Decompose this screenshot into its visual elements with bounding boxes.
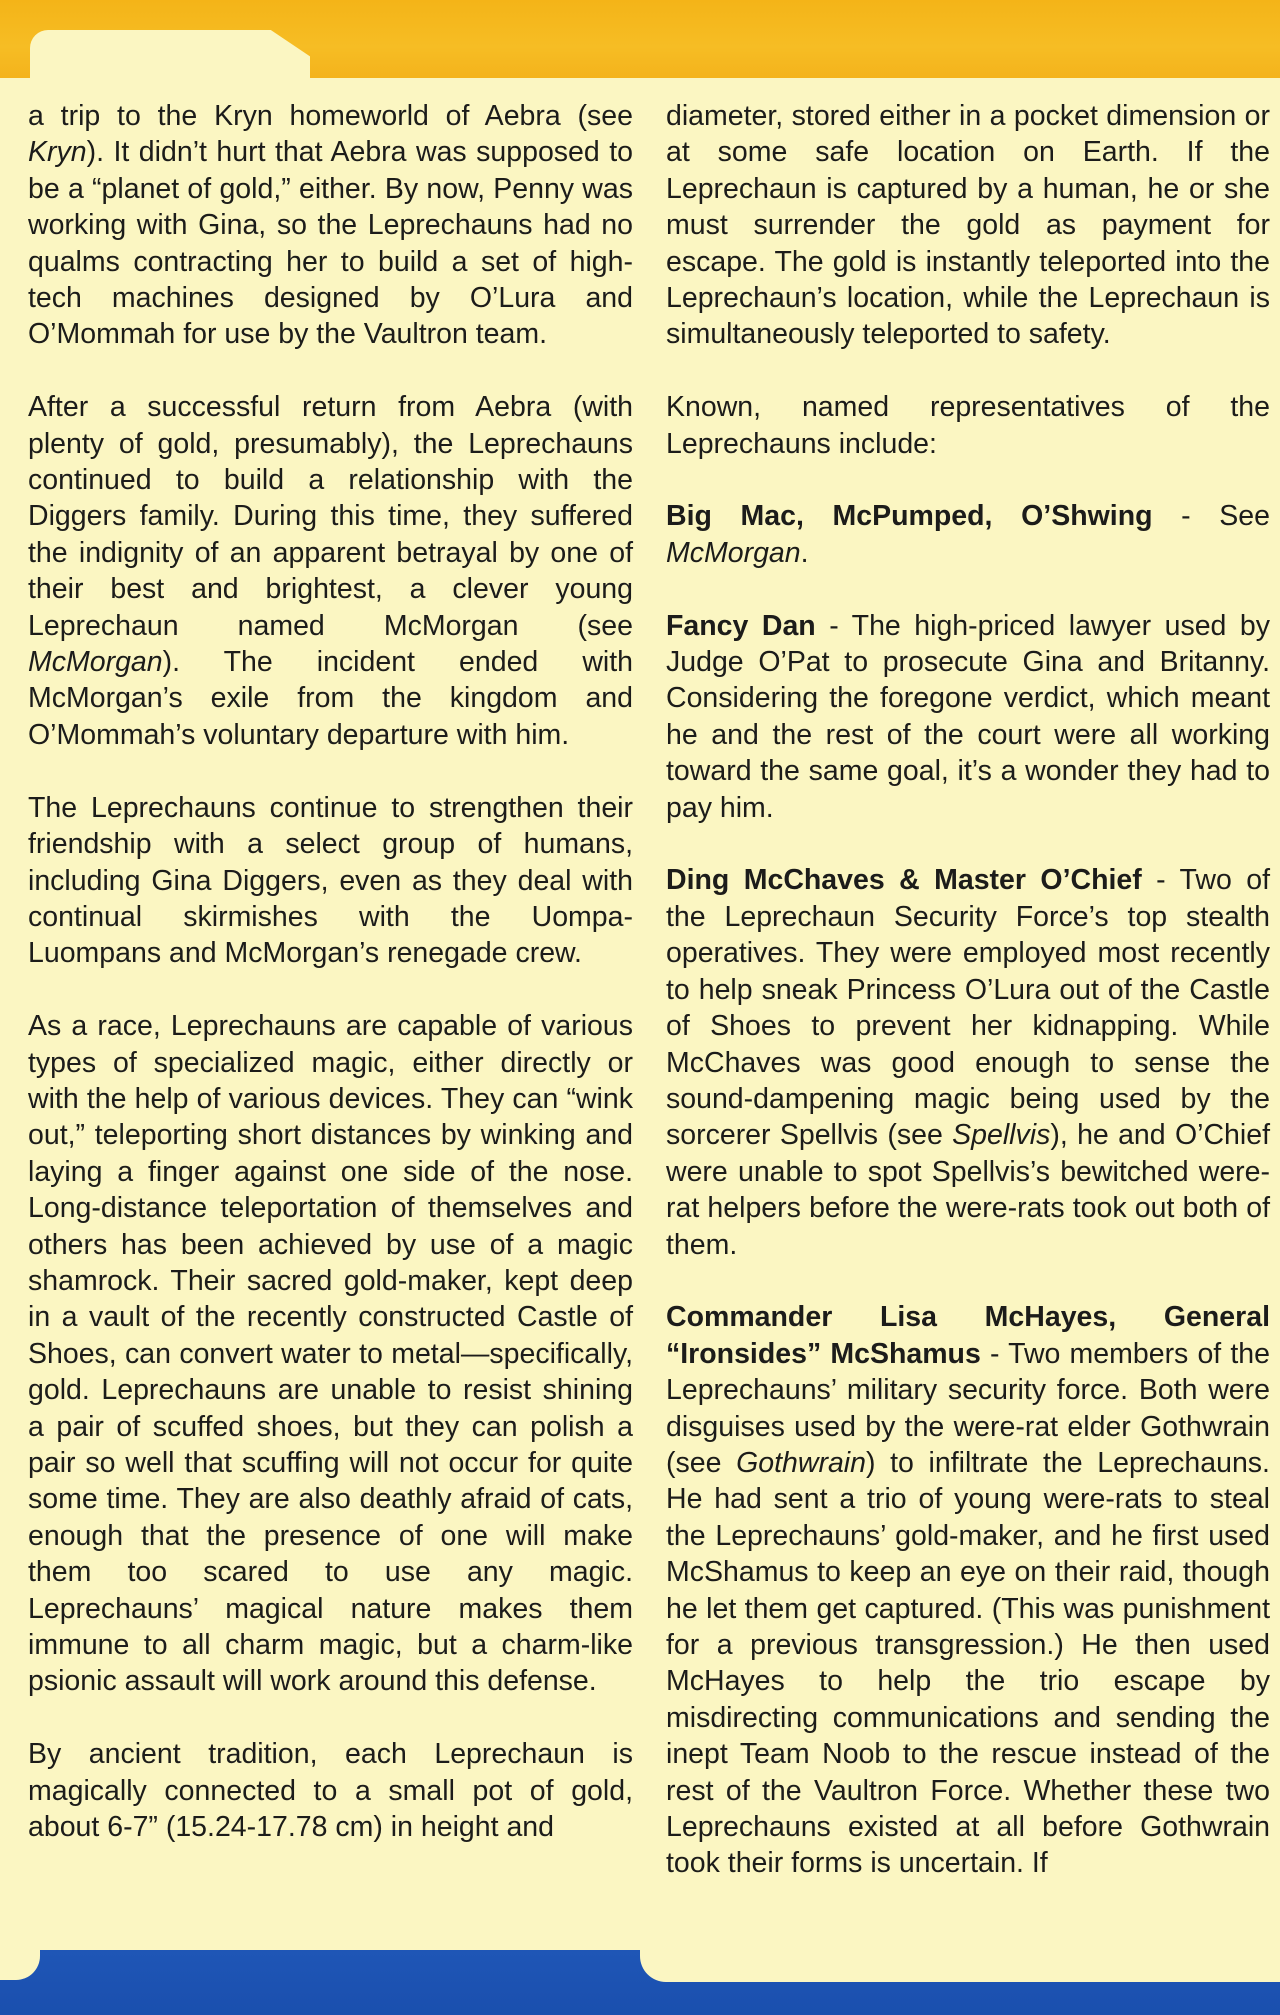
entry: Fancy Dan - The high-priced lawyer used by Judge O’Pat to prosecute Gina and Britanny. Considering the foregone verdict, which meant he and the rest of the court were all working toward the same goal, it’s a wonder they had to pay him. [666, 609, 1270, 824]
entry-name: Fancy Dan [666, 609, 816, 642]
cross-reference: McMorgan [28, 646, 163, 679]
paragraph: After a successful return from Aebra (with plenty of gold, presumably), the Leprechauns continued to build a relationship with the Diggers family. During this time, they suffered the indignity of an apparent betrayal by one of their best and brightest, a clever young Leprechaun named McMorgan (see McMorgan). The incident ended with McMorgan’s exile from the kingdom and O’Mommah’s voluntary departure with him. [28, 391, 633, 751]
paragraph: As a race, Leprechauns are capable of various types of specialized magic, either directly or with the help of various devices. They can “wink out,” teleporting short distances by winking and laying a finger against one side of the nose. Long-distance teleportation of themselves and others has been achieved by use of a magic shamrock. Their sacred gold-maker, kept deep in a vault of the recently constructed Castle of Shoes, can convert water to metal—specifically, gold. Leprechauns are unable to resist shining a pair of scuffed shoes, but they can polish a pair so well that scuffing will not occur for quite some time. They are also deathly afraid of cats, enough that the presence of one will make them too scared to use any magic. Leprechauns’ magical nature makes them immune to all charm magic, but a charm-like psionic assault will work around this defense. [28, 1010, 633, 1698]
entry: Ding McChaves & Master O’Chief - Two of the Leprechaun Security Force’s top stealth operatives. They were employed most recently to help sneak Princess O’Lura out of the Castle of Shoes to prevent her kidnapping. While McChaves was good enough to sense the sound-dampening magic being used by the sorcerer Spellvis (see Spellvis), he and O’Chief were unable to spot Spellvis’s bewitched were-rat helpers before the were-rats took out both of them. [666, 864, 1270, 1261]
entry-name: Commander Lisa McHayes, General “Ironsides” McShamus [666, 1301, 1270, 1370]
bottom-right-panel-edge [640, 1950, 1280, 1982]
paragraph: a trip to the Kryn homeworld of Aebra (see Kryn). It didn’t hurt that Aebra was supposed to be a “planet of gold,” either. By now, Penny was working with Gina, so the Leprechauns had no qualms contracting her to build a set of high-tech machines designed by O’Lura and O’Mommah for use by the Vaultron team. [28, 100, 633, 351]
entry-name: Ding McChaves & Master O’Chief [666, 864, 1142, 897]
cross-reference: Kryn [28, 136, 87, 169]
paragraph: The Leprechauns continue to strengthen their friendship with a select group of humans, including Gina Diggers, even as they deal with continual skirmishes with the Uompa-Luompans and McMorgan’s renegade crew. [28, 791, 633, 970]
left-column [28, 98, 633, 1845]
paragraph: By ancient tradition, each Leprechaun is magically connected to a small pot of gold, about 6-7” (15.24-17.78 cm) in height and [28, 1738, 633, 1844]
paragraph: Known, named representatives of the Leprechauns include: [666, 391, 1270, 460]
cross-reference: Spellvis [952, 1119, 1051, 1152]
entry: Big Mac, McPumped, O’Shwing - See McMorgan. [666, 500, 1270, 569]
cross-reference: McMorgan [666, 536, 801, 569]
cross-reference: Gothwrain [736, 1446, 866, 1479]
entry-name: Big Mac, McPumped, O’Shwing [666, 500, 1153, 533]
paragraph: diameter, stored either in a pocket dimension or at some safe location on Earth. If the Leprechaun is captured by a human, he or she must surrender the gold as payment for escape. The gold is instantly teleported into the Leprechaun’s location, while the Leprechaun is simultaneously teleported to safety. [666, 100, 1270, 351]
entry: Commander Lisa McHayes, General “Ironsides” McShamus - Two members of the Leprechauns’ military security force. Both were disguises used by the were-rat elder Gothwrain (see Gothwrain) to infiltrate the Leprechauns. He had sent a trio of young were-rats to steal the Leprechauns’ gold-maker, and he first used McShamus to keep an eye on their raid, though he let them get captured. (This was punishment for a previous transgression.) He then used McHayes to help the trio escape by misdirecting communications and sending the inept Team Noob to the rescue instead of the rest of the Vaultron Force. Whether these two Leprechauns existed at all before Gothwrain took their forms is uncertain. If [666, 1301, 1270, 1880]
right-column [666, 98, 1270, 1882]
top-tab-shape [30, 30, 310, 85]
